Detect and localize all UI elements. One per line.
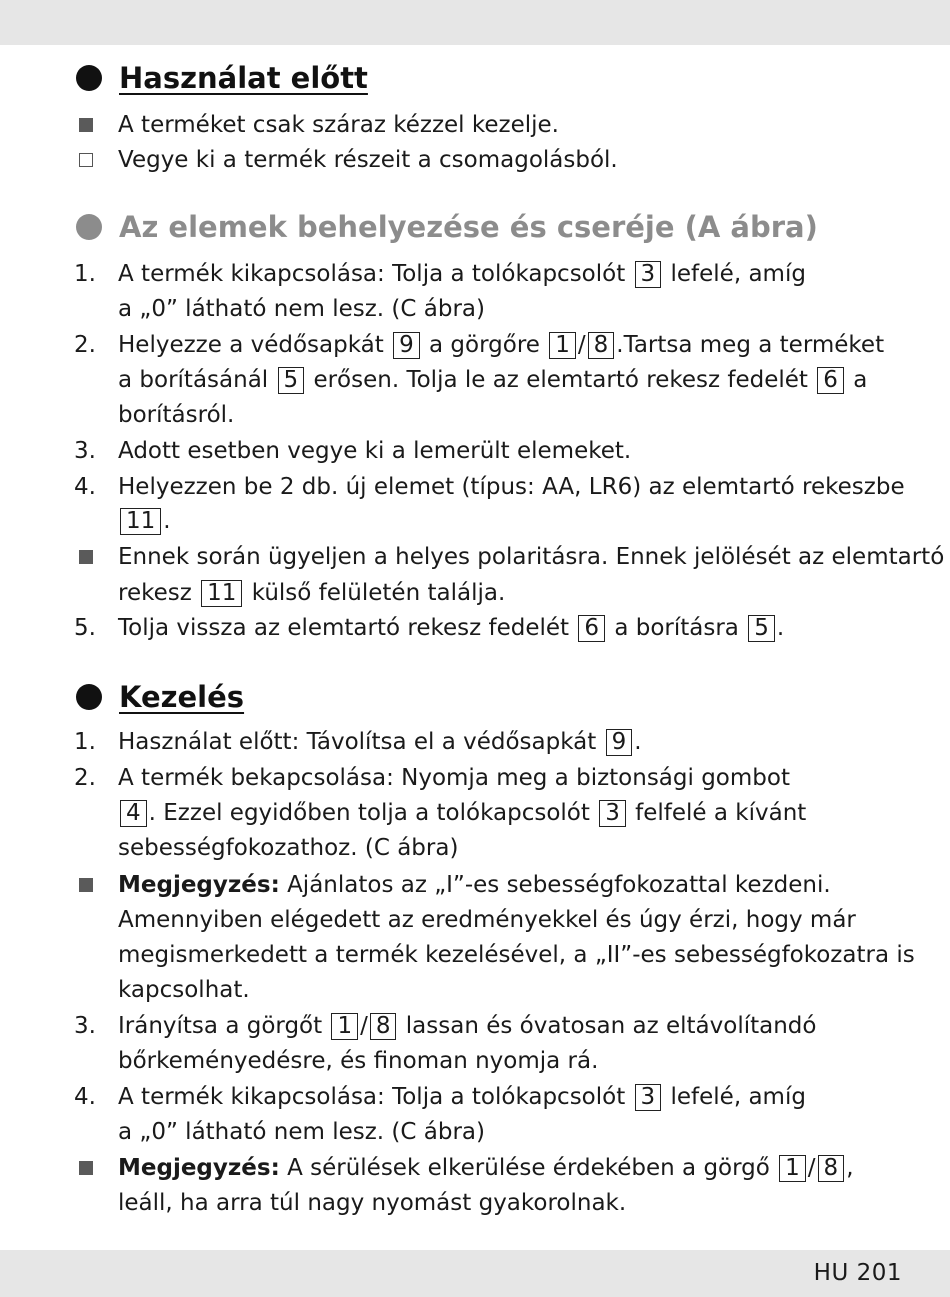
part-number-box: 5 [278, 367, 305, 394]
part-number-box: 11 [201, 580, 242, 607]
list-number: 1. [74, 729, 96, 755]
list-number: 4. [74, 474, 96, 500]
text-line: Irányítsa a görgőt 1 / 8 lassan és óvatosan az eltávolítandó [118, 1013, 817, 1039]
part-number-box: 1 [331, 1013, 358, 1040]
part-number-box: 8 [818, 1155, 845, 1182]
list-item: A terméket csak száraz kézzel kezelje. [118, 112, 559, 138]
list-number: 3. [74, 438, 96, 464]
text-line: Használat előtt: Távolítsa el a védősapkát 9 . [118, 729, 642, 755]
part-number-box: 3 [599, 800, 626, 827]
checkbox-square-icon [79, 153, 93, 167]
text-line: Helyezzen be 2 db. új elemet (típus: AA, LR6) az elemtartó rekeszbe [118, 474, 905, 500]
list-number: 2. [74, 332, 96, 358]
part-number-box: 3 [635, 261, 662, 288]
text-line: Ennek során ügyeljen a helyes polaritásra. Ennek jelölését az elemtartó [118, 544, 945, 570]
text-line: a „0” látható nem lesz. (C ábra) [118, 296, 485, 322]
list-item: Vegye ki a termék részeit a csomagolásból. [118, 147, 618, 173]
part-number-box: 5 [748, 615, 775, 642]
text-line: megismerkedett a termék kezelésével, a „II”-es sebességfokozatra is [118, 942, 915, 968]
text-line: Amennyiben elégedett az eredményekkel és úgy érzi, hogy már [118, 907, 856, 933]
text-line: bőrkeményedésre, és finoman nyomja rá. [118, 1048, 599, 1074]
bottom-bar [0, 1250, 950, 1297]
list-number: 3. [74, 1013, 96, 1039]
filled-square-icon [79, 1161, 93, 1175]
filled-square-icon [79, 118, 93, 132]
part-number-box: 8 [370, 1013, 397, 1040]
text-line: Helyezze a védősapkát 9 a görgőre 1 / 8 .Tartsa meg a terméket [118, 332, 885, 358]
part-number-box: 4 [120, 800, 147, 827]
text-line: Tolja vissza az elemtartó rekesz fedelét 6 a borításra 5 . [118, 615, 785, 641]
note-label: Megjegyzés: [118, 872, 280, 898]
list-number: 5. [74, 615, 96, 641]
filled-square-icon [79, 550, 93, 564]
note-label: Megjegyzés: [118, 1155, 280, 1181]
filled-square-icon [79, 878, 93, 892]
part-number-box: 3 [635, 1084, 662, 1111]
list-number: 4. [74, 1084, 96, 1110]
top-bar [0, 0, 950, 45]
section-title: Az elemek behelyezése és cseréje (A ábra) [119, 210, 818, 244]
text-line: Adott esetben vegye ki a lemerült elemeket. [118, 438, 632, 464]
text-line: rekesz 11 külső felületén találja. [118, 580, 506, 606]
bullet-dot-icon [76, 214, 102, 240]
part-number-box: 1 [549, 332, 576, 359]
text-line: 11 . [118, 506, 171, 536]
heading-elemek-csereje [76, 210, 818, 244]
text-line: leáll, ha arra túl nagy nyomást gyakorolnak. [118, 1190, 627, 1216]
text-line: sebességfokozathoz. (C ábra) [118, 835, 459, 861]
part-number-box: 9 [606, 729, 633, 756]
bullet-dot-icon [76, 65, 102, 91]
text-line: A termék kikapcsolása: Tolja a tolókapcsolót 3 lefelé, amíg [118, 1084, 806, 1110]
page-number: HU 201 [813, 1260, 902, 1286]
section-title: Használat előtt [119, 61, 368, 95]
part-number-box: 6 [578, 615, 605, 642]
part-number-box: 9 [393, 332, 420, 359]
section-title: Kezelés [119, 680, 245, 714]
text-line: 4 . Ezzel egyidőben tolja a tolókapcsolót 3 felfelé a kívánt [118, 798, 806, 828]
text-line: a borításánál 5 erősen. Tolja le az elemtartó rekesz fedelét 6 a [118, 367, 868, 393]
heading-kezeles [76, 680, 244, 714]
text-line: Megjegyzés: A sérülések elkerülése érdekében a görgő 1 / 8 , [118, 1155, 854, 1181]
part-number-box: 8 [588, 332, 615, 359]
list-number: 2. [74, 765, 96, 791]
part-number-box: 6 [817, 367, 844, 394]
text-line: kapcsolhat. [118, 977, 250, 1003]
text-line: Megjegyzés: Ajánlatos az „I”-es sebességfokozattal kezdeni. [118, 872, 831, 898]
part-number-box: 11 [120, 508, 161, 535]
text-line: a „0” látható nem lesz. (C ábra) [118, 1119, 485, 1145]
heading-hasznalat-elott [76, 61, 368, 95]
text-line: borításról. [118, 402, 235, 428]
bullet-dot-icon [76, 684, 102, 710]
text-line: A termék bekapcsolása: Nyomja meg a biztonsági gombot [118, 765, 790, 791]
part-number-box: 1 [779, 1155, 806, 1182]
text-line: A termék kikapcsolása: Tolja a tolókapcsolót 3 lefelé, amíg [118, 261, 806, 287]
list-number: 1. [74, 261, 96, 287]
